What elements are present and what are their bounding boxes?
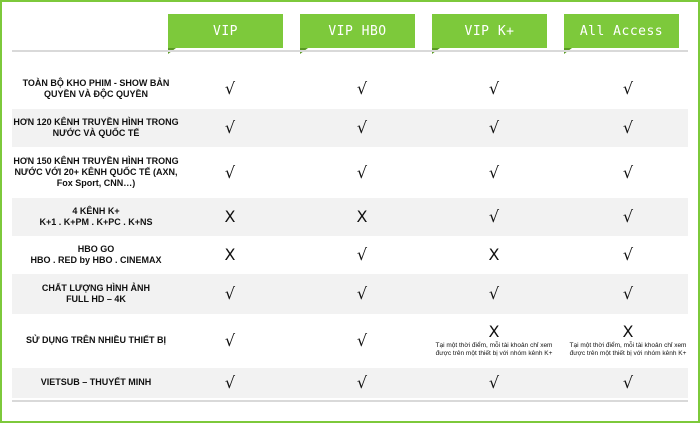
- plan-tab-vip-hbo[interactable]: VIP HBO: [300, 14, 415, 48]
- plan-cell: [424, 274, 564, 314]
- check-icon: √: [622, 245, 634, 264]
- plan-cell: [424, 147, 564, 198]
- check-icon: √: [356, 162, 368, 182]
- feature-label: HƠN 120 KÊNH TRUYỀN HÌNH TRONG NƯỚC VÀ QUỐC TẾ: [13, 116, 179, 138]
- plan-cell: [558, 368, 698, 398]
- table-row: [12, 147, 688, 198]
- plan-cell: [160, 236, 300, 274]
- cell-note: Tại một thời điểm, mỗi tài khoản chỉ xem được trên một thiết bị với nhóm kênh K+: [569, 341, 687, 357]
- plan-cell: [558, 314, 698, 368]
- plan-cell: [424, 236, 564, 274]
- check-icon: √: [224, 331, 236, 350]
- plan-tab-vip-kplus[interactable]: VIP K+: [432, 14, 547, 48]
- plan-cell: [292, 147, 432, 198]
- plan-cell: [292, 236, 432, 274]
- check-icon: √: [356, 284, 368, 303]
- plan-cell: [160, 368, 300, 398]
- check-icon: √: [488, 162, 500, 182]
- table-row: [12, 314, 688, 368]
- cross-icon: X: [224, 207, 236, 226]
- table-row: [12, 274, 688, 314]
- feature-label: 4 KÊNH K+ K+1 . K+PM . K+PC . K+NS: [39, 205, 153, 227]
- plan-cell: [558, 69, 698, 109]
- plan-cell: [558, 274, 698, 314]
- check-icon: √: [488, 79, 500, 98]
- plan-cell: [292, 198, 432, 236]
- table-row: [12, 368, 688, 398]
- check-icon: √: [622, 284, 634, 303]
- check-icon: √: [622, 373, 634, 392]
- feature-label: HƠN 150 KÊNH TRUYỀN HÌNH TRONG NƯỚC VỚI 20+ KÊNH QUỐC TẾ (AXN, Fox Sport, CNN…): [13, 155, 179, 189]
- check-icon: √: [622, 207, 634, 226]
- plan-cell: [292, 314, 432, 368]
- plan-cell: [558, 198, 698, 236]
- cross-icon: X: [622, 321, 634, 341]
- plan-cell: [558, 236, 698, 274]
- plan-cell: [292, 274, 432, 314]
- feature-label: SỬ DỤNG TRÊN NHIỀU THIẾT BỊ: [26, 335, 166, 346]
- check-icon: √: [488, 373, 500, 392]
- plan-cell: [424, 368, 564, 398]
- plan-tab-all-access[interactable]: All Access: [564, 14, 679, 48]
- check-icon: √: [622, 79, 634, 98]
- check-icon: √: [224, 162, 236, 182]
- cross-icon: X: [488, 245, 500, 264]
- feature-label: CHẤT LƯỢNG HÌNH ẢNH FULL HD – 4K: [41, 282, 151, 304]
- check-icon: √: [488, 118, 500, 137]
- table-bottom-divider: [12, 400, 688, 402]
- plan-cell: [424, 198, 564, 236]
- plan-cell: [160, 109, 300, 147]
- check-icon: √: [224, 284, 236, 303]
- check-icon: √: [622, 118, 634, 137]
- check-icon: √: [356, 118, 368, 137]
- plan-tab-vip[interactable]: VIP: [168, 14, 283, 48]
- cross-icon: X: [488, 321, 500, 341]
- check-icon: √: [356, 245, 368, 264]
- plan-cell: [424, 314, 564, 368]
- plan-cell: [160, 314, 300, 368]
- check-icon: √: [488, 207, 500, 226]
- feature-label: HBO GO HBO . RED by HBO . CINEMAX: [30, 243, 162, 265]
- plan-cell: [558, 147, 698, 198]
- plan-cell: [160, 198, 300, 236]
- check-icon: √: [488, 284, 500, 303]
- cross-icon: X: [356, 207, 368, 226]
- check-icon: √: [224, 79, 236, 98]
- header-divider: [12, 50, 688, 52]
- table-row: [12, 69, 688, 109]
- plan-cell: [424, 109, 564, 147]
- plan-cell: [424, 69, 564, 109]
- plan-cell: [292, 109, 432, 147]
- plan-cell: [292, 69, 432, 109]
- table-row: [12, 198, 688, 236]
- table-row: [12, 109, 688, 147]
- check-icon: √: [356, 373, 368, 392]
- plan-cell: [558, 109, 698, 147]
- plan-cell: [292, 368, 432, 398]
- check-icon: √: [622, 162, 634, 182]
- feature-label: TOÀN BỘ KHO PHIM - SHOW BẢN QUYỀN VÀ ĐỘC QUYỀN: [22, 77, 170, 99]
- check-icon: √: [224, 118, 236, 137]
- cell-note: Tại một thời điểm, mỗi tài khoản chỉ xem được trên một thiết bị với nhóm kênh K+: [435, 341, 553, 357]
- cross-icon: X: [224, 245, 236, 264]
- plan-cell: [160, 147, 300, 198]
- table-row: [12, 236, 688, 274]
- plan-cell: [160, 274, 300, 314]
- feature-label: VIETSUB – THUYẾT MINH: [40, 377, 152, 388]
- plan-cell: [160, 69, 300, 109]
- check-icon: √: [224, 373, 236, 392]
- check-icon: √: [356, 331, 368, 350]
- plan-header-row: [168, 14, 690, 48]
- check-icon: √: [356, 79, 368, 98]
